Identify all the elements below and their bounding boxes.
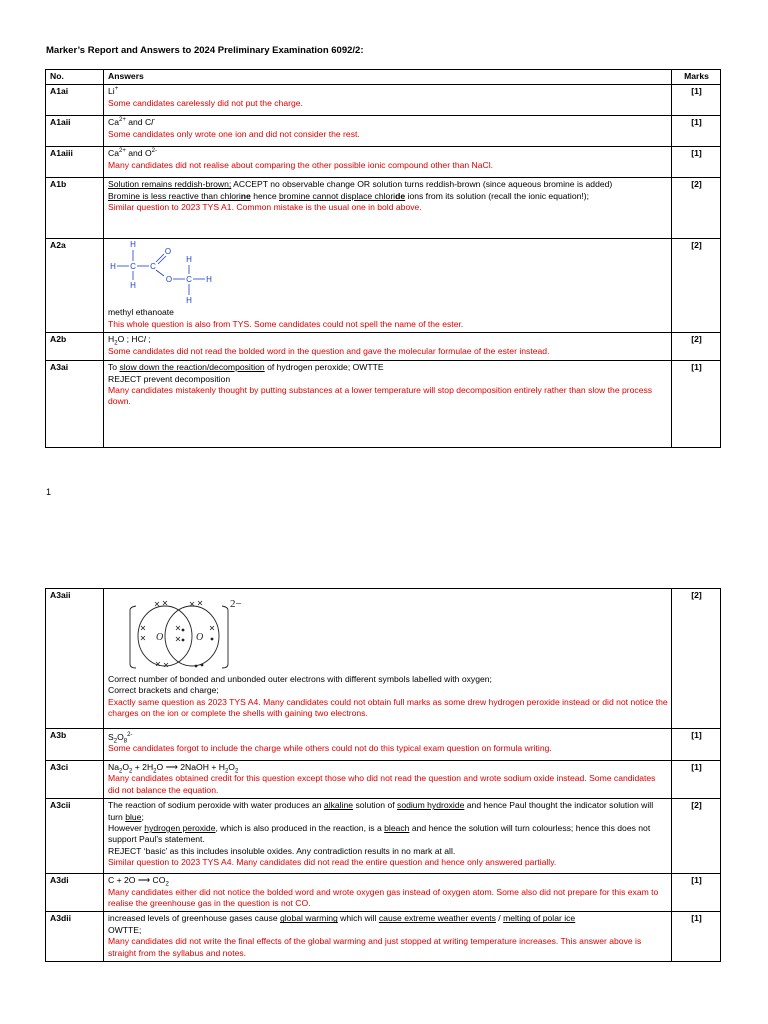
answer-line-2: Correct brackets and charge; [108,685,219,696]
peroxide-ion-dot-cross-sketch [108,590,278,674]
answer-text: $H_2O$ ; HCl ; [108,334,151,347]
table-header-row [46,70,721,85]
marks-cell: [2] [672,799,721,874]
marks-cell: [1] [672,116,721,147]
question-number: A1aii [46,116,104,147]
marker-note: Many candidates did not write the final effects of the global warming and just stopped at writing temperature increases. This answer above is straight from the syllabus and notes. [108,936,642,958]
question-number: A3b [46,729,104,761]
atom-label: H [110,262,116,272]
table-row [46,799,721,874]
answer-line-2: REJECT prevent decomposition [108,373,231,384]
marker-note: Many candidates did not realise about comparing the other possible ionic compound other than NaCl. [108,159,494,170]
atom-label: O [164,247,172,257]
atom-label: H [186,255,192,265]
answer-line-1: Correct number of bonded and unbonded outer electrons with different symbols labelled with oxygen; [108,674,492,684]
atom-label: C [130,262,136,272]
table-row [46,239,721,333]
marker-note: Some candidates forgot to include the charge while others could not do this typical exam question on formula writing. [108,743,552,754]
atom-label: O [165,275,173,285]
answer-line-2: Bromine is less reactive than chlorine hence bromine cannot displace chloride ions from its solution (recall the ionic equation!); [108,190,590,201]
marks-cell: [1] [672,147,721,178]
answer-cell [104,761,672,799]
table-row [46,361,721,448]
answer-text: $Ca^{2+}$ and Cl- [108,117,156,128]
answer-cell [104,147,672,178]
table-row [46,116,721,147]
question-number: A3di [46,874,104,912]
answer-equation: C + 2O ⟶ $CO_2$ [108,875,169,888]
question-number: A1ai [46,85,104,116]
answer-equation: $Na_2O_2 + 2H_2O$ ⟶ 2NaOH + $H_2O_2$ [108,762,239,775]
ester-name: methyl ethanoate [108,307,174,318]
answer-text: Li+ [108,86,119,97]
atom-label: C [186,275,192,285]
question-number: A3ci [46,761,104,799]
answers-table-1 [45,69,721,448]
answer-cell [104,912,672,962]
marks-cell: [1] [672,361,721,448]
question-number: A2b [46,333,104,361]
answer-cell [104,589,672,729]
answer-cell [104,116,672,147]
answer-cell [104,874,672,912]
table-row [46,333,721,361]
question-number: A2a [46,239,104,333]
atom-label: H [186,296,192,306]
marker-note: Similar question to 2023 TYS A4. Many candidates did not read the entire question and hence only answered partially. [108,857,557,868]
header-answers: Answers [104,70,672,85]
marks-cell: [2] [672,178,721,239]
table-row [46,85,721,116]
table-row [46,874,721,912]
marker-note: Similar question to 2023 TYS A1. Common mistake is the usual one in bold above. [108,202,422,213]
marker-note: Some candidates carelessly did not put the charge. [108,97,303,108]
marker-note: This whole question is also from TYS. Some candidates could not spell the name of the ester. [108,318,464,329]
oxygen-label: O [196,632,204,643]
marks-cell: [1] [672,761,721,799]
question-number: A3dii [46,912,104,962]
answer-line-1: increased levels of greenhouse gases cause global warming which will cause extreme weather events / melting of polar ice [108,913,576,924]
table-row [46,729,721,761]
marks-cell: [2] [672,333,721,361]
answer-cell [104,333,672,361]
table-row [46,912,721,962]
question-number: A1aiii [46,147,104,178]
table-row [46,761,721,799]
marker-note: Some candidates only wrote one ion and did not consider the rest. [108,128,360,139]
answer-line-2: However hydrogen peroxide, which is also produced in the reaction, is a bleach and hence the solution will turn colourless; hence this does not support Paul’s statement. [108,823,651,845]
ion-charge: 2− [230,598,242,610]
answer-line-2: OWTTE; [108,924,142,935]
page-number: 1 [46,487,52,497]
table-row [46,178,721,239]
marks-cell: [1] [672,85,721,116]
marker-note: Some candidates did not read the bolded word in the question and gave the molecular formulae of the ester instead. [108,345,550,356]
oxygen-label: O [156,632,164,643]
question-number: A1b [46,178,104,239]
answer-cell [104,729,672,761]
answer-cell [104,239,672,333]
question-number: A3aii [46,589,104,729]
table-row [46,589,721,729]
header-no: No. [46,70,104,85]
marker-note: Many candidates mistakenly thought by putting substances at a lower temperature will stop decomposition entirely rather than slow the process down. [108,385,653,407]
marks-cell: [1] [672,912,721,962]
answer-line-1: Solution remains reddish-brown; ACCEPT no observable change OR solution turns reddish-brown (since aqueous bromine is added) [108,179,613,190]
marks-cell: [1] [672,729,721,761]
answers-table-2 [45,588,721,962]
question-number: A3cii [46,799,104,874]
methyl-ethanoate-structure [108,240,228,307]
atom-label: H [130,240,136,250]
table-row [46,147,721,178]
answer-cell [104,85,672,116]
answer-cell [104,361,672,448]
marks-cell: [2] [672,589,721,729]
marker-note: Many candidates either did not notice the bolded word and wrote oxygen gas instead of oxygen atom. Some also did not prepare for this exam to realise the greenhouse gas in the question is not CO. [108,886,659,909]
atom-label: H [206,275,212,285]
marker-note: Exactly same question as 2023 TYS A4. Many candidates could not obtain full marks as some drew hydrogen peroxide instead or did not notice the charges on the ion or complete the shells with gaining two electrons. [108,696,668,719]
answer-text: $Ca^{2+}$ and $O^{2-}$ [108,148,157,159]
answer-line-1: To slow down the reaction/decomposition of hydrogen peroxide; OWTTE [108,362,384,373]
question-number: A3ai [46,361,104,448]
answer-line-1: The reaction of sodium peroxide with water produces an alkaline solution of sodium hydroxide and hence Paul thought the indicator solution will turn blue; [108,800,654,822]
atom-label: H [130,281,136,291]
answer-text: $S_2O_8^{2-}$ [108,732,133,745]
marks-cell: [2] [672,239,721,333]
answer-cell [104,178,672,239]
page-title: Marker’s Report and Answers to 2024 Preliminary Examination 6092/2: [46,45,364,56]
header-marks: Marks [672,70,721,85]
marker-note: Many candidates obtained credit for this question except those who did not read the question and wrote sodium oxide instead. Some candidates did not balance the equation. [108,773,656,795]
marks-cell: [1] [672,874,721,912]
answer-line-3: REJECT ‘basic’ as this includes insoluble oxides. Any contradiction results in no mark at all. [108,845,456,856]
answer-cell [104,799,672,874]
atom-label: C [150,262,156,272]
